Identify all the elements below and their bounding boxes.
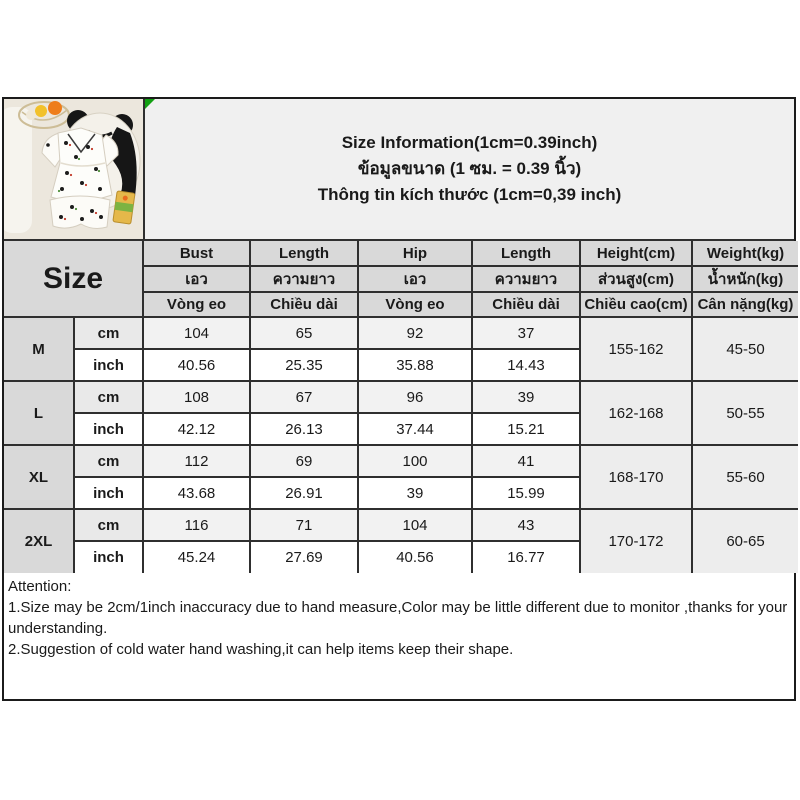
measurement-value: 15.21	[472, 413, 580, 445]
weight-range: 55-60	[692, 445, 798, 509]
weight-range: 60-65	[692, 509, 798, 573]
col-length2-vi: Chiều dài	[472, 292, 580, 317]
size-label: XL	[4, 445, 74, 509]
height-range: 162-168	[580, 381, 692, 445]
row-xl-cm	[4, 445, 798, 477]
unit-label: inch	[74, 413, 143, 445]
measurement-value: 40.56	[143, 349, 250, 381]
col-length2-en: Length	[472, 241, 580, 266]
measurement-value: 43.68	[143, 477, 250, 509]
col-bust-vi: Vòng eo	[143, 292, 250, 317]
measurement-value: 116	[143, 509, 250, 541]
unit-label: inch	[74, 541, 143, 573]
size-label: L	[4, 381, 74, 445]
measurement-value: 65	[250, 317, 358, 349]
measurement-value: 104	[358, 509, 472, 541]
row-l-cm	[4, 381, 798, 413]
measurement-value: 42.12	[143, 413, 250, 445]
unit-label: cm	[74, 317, 143, 349]
measurement-value: 40.56	[358, 541, 472, 573]
measurement-value: 25.35	[250, 349, 358, 381]
header-row	[4, 99, 794, 241]
col-bust-th: เอว	[143, 266, 250, 292]
measurement-value: 92	[358, 317, 472, 349]
col-bust-en: Bust	[143, 241, 250, 266]
size-chart-sheet	[2, 97, 796, 701]
col-length-vi: Chiều dài	[250, 292, 358, 317]
col-height-vi: Chiều cao(cm)	[580, 292, 692, 317]
title-thai: ข้อมูลขนาด (1 ซม. = 0.39 นิ้ว)	[357, 159, 582, 178]
measurement-value: 96	[358, 381, 472, 413]
unit-label: cm	[74, 445, 143, 477]
measurement-value: 69	[250, 445, 358, 477]
col-weight-en: Weight(kg)	[692, 241, 798, 266]
col-length2-th: ความยาว	[472, 266, 580, 292]
measurement-value: 15.99	[472, 477, 580, 509]
attention-line-2: 2.Suggestion of cold water hand washing,it can help items keep their shape.	[8, 641, 514, 658]
measurement-value: 71	[250, 509, 358, 541]
measurement-value: 104	[143, 317, 250, 349]
measurement-value: 39	[358, 477, 472, 509]
measurement-value: 37	[472, 317, 580, 349]
attention-note	[4, 573, 794, 699]
unit-label: cm	[74, 381, 143, 413]
size-label: M	[4, 317, 74, 381]
measurement-value: 26.91	[250, 477, 358, 509]
measurement-value: 14.43	[472, 349, 580, 381]
col-weight-vi: Cân nặng(kg)	[692, 292, 798, 317]
height-range: 170-172	[580, 509, 692, 573]
height-range: 168-170	[580, 445, 692, 509]
weight-range: 45-50	[692, 317, 798, 381]
unit-label: inch	[74, 349, 143, 381]
attention-line-1: 1.Size may be 2cm/1inch inaccuracy due to hand measure,Color may be little different due to monitor ,thanks for your understanding.	[8, 599, 788, 637]
measurement-value: 45.24	[143, 541, 250, 573]
col-weight-th: น้ำหนัก(kg)	[692, 266, 798, 292]
weight-range: 50-55	[692, 381, 798, 445]
col-height-th: ส่วนสูง(cm)	[580, 266, 692, 292]
title-vietnamese: Thông tin kích thước (1cm=0,39 inch)	[317, 185, 622, 204]
table-header-en	[4, 241, 798, 266]
measurement-value: 43	[472, 509, 580, 541]
size-table	[4, 241, 798, 573]
measurement-value: 37.44	[358, 413, 472, 445]
product-photo	[4, 99, 145, 239]
measurement-value: 27.69	[250, 541, 358, 573]
measurement-value: 67	[250, 381, 358, 413]
measurement-value: 16.77	[472, 541, 580, 573]
col-height-en: Height(cm)	[580, 241, 692, 266]
col-length-th: ความยาว	[250, 266, 358, 292]
size-header: Size	[4, 241, 143, 317]
title-english: Size Information(1cm=0.39inch)	[341, 133, 598, 152]
row-2xl-cm	[4, 509, 798, 541]
col-hip-th: เอว	[358, 266, 472, 292]
measurement-value: 26.13	[250, 413, 358, 445]
pajama-product-illustration	[4, 99, 143, 239]
col-hip-en: Hip	[358, 241, 472, 266]
measurement-value: 41	[472, 445, 580, 477]
size-label: 2XL	[4, 509, 74, 573]
unit-label: cm	[74, 509, 143, 541]
measurement-value: 108	[143, 381, 250, 413]
cell-comment-marker-icon	[145, 99, 155, 109]
measurement-value: 35.88	[358, 349, 472, 381]
col-length-en: Length	[250, 241, 358, 266]
unit-label: inch	[74, 477, 143, 509]
price-tag	[113, 191, 135, 224]
height-range: 155-162	[580, 317, 692, 381]
row-m-cm	[4, 317, 798, 349]
attention-heading: Attention:	[8, 578, 72, 595]
col-hip-vi: Vòng eo	[358, 292, 472, 317]
measurement-value: 100	[358, 445, 472, 477]
measurement-value: 39	[472, 381, 580, 413]
measurement-value: 112	[143, 445, 250, 477]
title-cell	[145, 99, 794, 239]
